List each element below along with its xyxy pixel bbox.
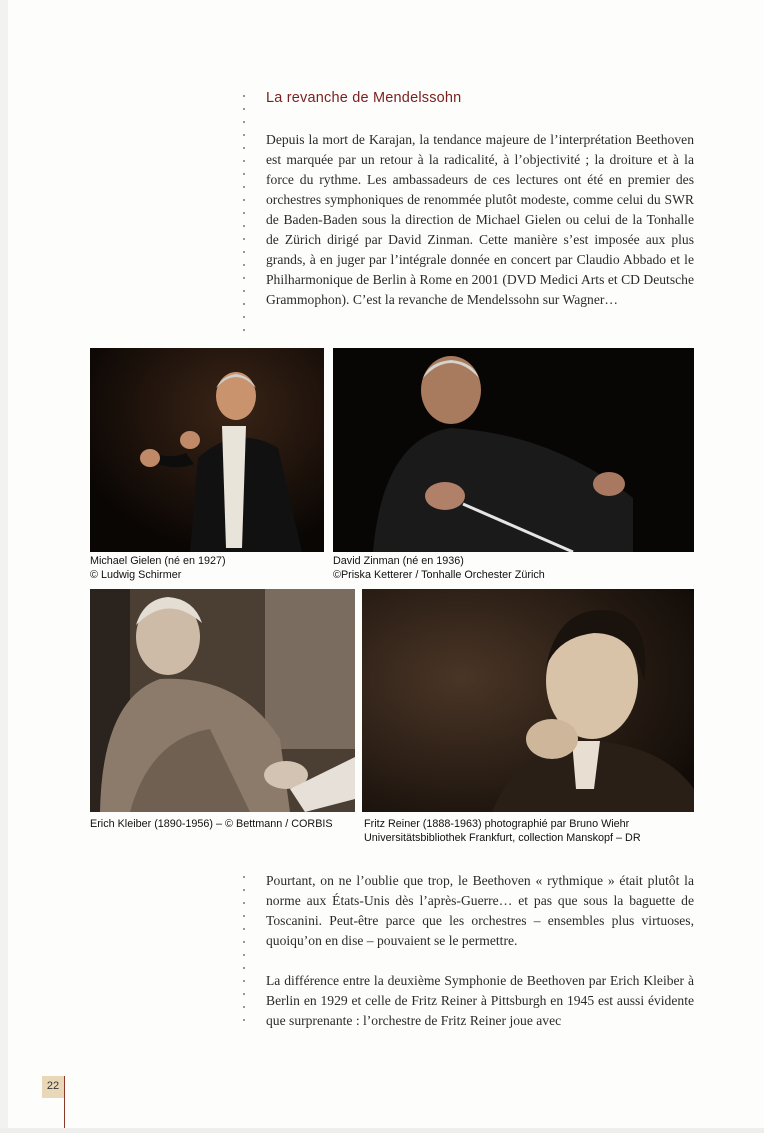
caption-reiner-line1: Fritz Reiner (1888-1963) photographié par Bruno Wiehr bbox=[364, 818, 630, 830]
paragraph-kleiber-reiner: La différence entre la deuxième Symphonie de Beethoven par Erich Kleiber à Berlin en 1929 et celle de Fritz Reiner à Pittsburgh en 1945 est aussi évidente que surprenante : l’orchestre de Fritz Reiner joue avec bbox=[266, 973, 694, 1028]
paragraph-karajan: Depuis la mort de Karajan, la tendance majeure de l’interprétation Beethoven est marquée par un retour à la radicalité, à l’objectivité ; la droiture et à la force du rythme. Les ambassadeurs de ces lectures ont été en premier des orchestres symphoniques de renommée plutôt modeste, comme celui du SWR de Baden-Baden sous la direction de Michael Gielen ou celui de la Tonhalle de Zürich dirigé par David Zinman. Cette manière s’est imposée aux plus grands, à en juger par l’intégrale donnée en concert par Claudio Abbado et le Philharmonique de Berlin à Rome en 2001 (DVD Medici Arts et CD Deutsche Grammophon). C’est la revanche de Mendelssohn sur Wagner… bbox=[266, 132, 694, 307]
caption-zinman bbox=[333, 555, 545, 582]
margin-dots-bottom bbox=[243, 876, 247, 1032]
page-left-edge bbox=[0, 0, 8, 1133]
page-number-rule bbox=[64, 1076, 65, 1131]
caption-gielen-line2: © Ludwig Schirmer bbox=[90, 568, 182, 581]
caption-gielen bbox=[90, 555, 226, 582]
photo-david-zinman bbox=[333, 348, 694, 552]
caption-reiner-line2: Universitätsbibliothek Frankfurt, collection Manskopf – DR bbox=[364, 831, 641, 844]
paragraph-beethoven-rythmique: Pourtant, on ne l’oublie que trop, le Beethoven « rythmique » était plutôt la norme aux États-Unis dès l’après-Guerre… et pas que sous la baguette de Toscanini. Peut-être parce que les orchestres – ensembles plus virtuoses, quoiqu’on en dise – pouvaient se le permettre. bbox=[266, 873, 694, 948]
caption-zinman-line1: David Zinman (né en 1936) bbox=[333, 555, 464, 567]
page-number: 22 bbox=[42, 1076, 64, 1098]
page-bottom-edge bbox=[0, 1128, 764, 1133]
margin-dots-top bbox=[243, 95, 247, 342]
photo-michael-gielen bbox=[90, 348, 324, 552]
caption-gielen-line1: Michael Gielen (né en 1927) bbox=[90, 555, 226, 567]
photo-fritz-reiner bbox=[362, 589, 694, 812]
caption-reiner bbox=[364, 818, 641, 845]
section-heading: La revanche de Mendelssohn bbox=[266, 90, 462, 106]
caption-kleiber bbox=[90, 818, 333, 832]
photo-erich-kleiber bbox=[90, 589, 355, 812]
caption-kleiber-line1: Erich Kleiber (1890-1956) – © Bettmann / CORBIS bbox=[90, 818, 333, 830]
caption-zinman-line2: ©Priska Ketterer / Tonhalle Orchester Zürich bbox=[333, 568, 545, 581]
